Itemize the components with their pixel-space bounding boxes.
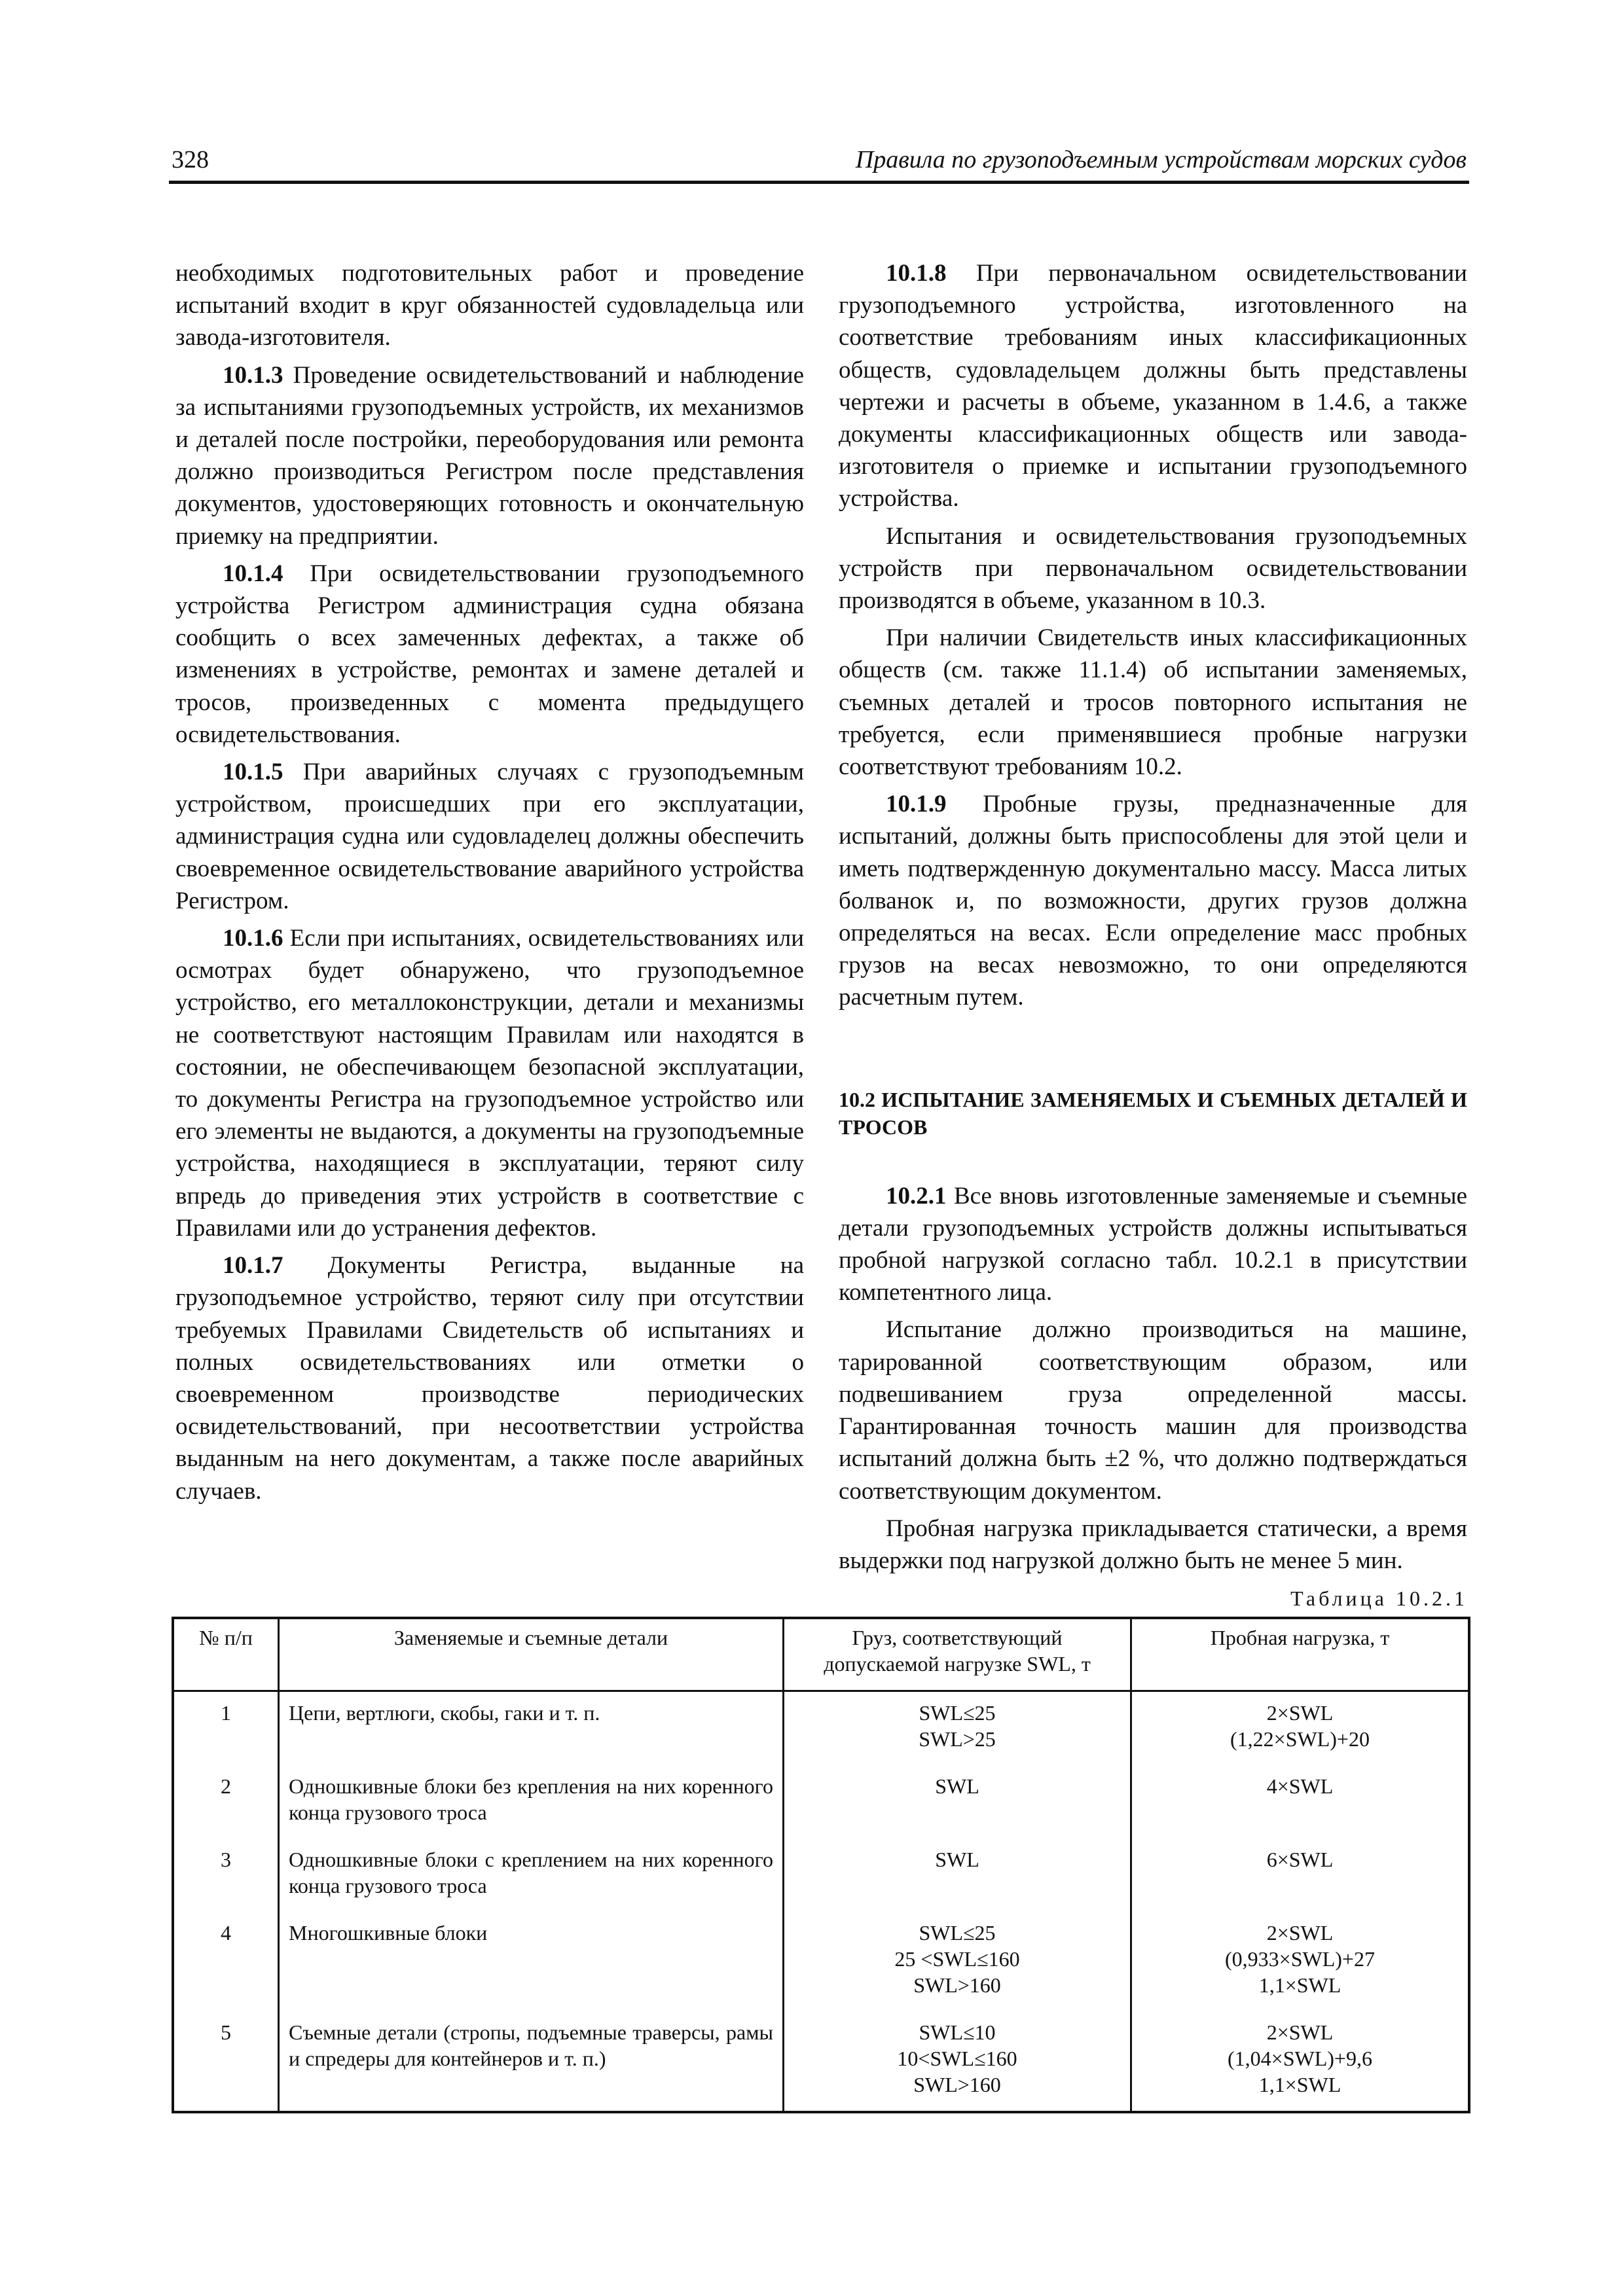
test-load-table [172, 1617, 1470, 2113]
table-row [173, 1765, 1469, 1839]
cell-load: SWL [784, 1839, 1131, 1912]
cell-no: 1 [173, 1691, 279, 1766]
paragraph-10-1-4: 10.1.4 При освидетельствовании грузоподъемного устройства Регистром администрация судна обязана сообщить о всех замеченных дефектах, а также об изменениях в устройстве, ремонтах и замене деталей и тросов, произведенных с момента предыдущего освидетельствования. [175, 560, 804, 748]
right-column [839, 257, 1467, 1577]
cell-detail: Многошкивные блоки [279, 1912, 784, 2011]
cell-detail: Цепи, вертлюги, скобы, гаки и т. п. [279, 1691, 784, 1766]
header-detail: Заменяемые и съемные детали [279, 1618, 784, 1691]
paragraph-10-1-6: 10.1.6 Если при испытаниях, освидетельствованиях или осмотрах будет обнаружено, что грузоподъемное устройство, его металлоконструкции, детали и механизмы не соответствуют настоящим Правилам или находятся в состоянии, не обеспечивающем безопасной эксплуатации, то документы Регистра на грузоподъемное устройство или его элементы не выдаются, а документы на грузоподъемные устройства, находящиеся в эксплуатации, теряют силу впредь до приведения этих устройств в соответствие с Правилами или до устранения дефектов. [175, 925, 804, 1242]
running-title: Правила по грузоподъемным устройствам морских судов [855, 146, 1467, 173]
paragraph: Пробная нагрузка прикладывается статически, а время выдержки под нагрузкой должно быть не менее 5 мин. [839, 1515, 1467, 1574]
paragraph-10-1-3: 10.1.3 Проведение освидетельствований и наблюдение за испытаниями грузоподъемных устройств, их механизмов и деталей после постройки, переоборудования или ремонта должно производиться Регистром после представления документов, удостоверяющих готовность и окончательную приемку на предприятии. [175, 361, 805, 550]
cell-detail: Одношкивные блоки с креплением на них коренного конца грузового троса [279, 1839, 784, 1912]
cell-test-load: 2×SWL (1,22×SWL)+20 [1131, 1691, 1470, 1766]
cell-detail: Одношкивные блоки без крепления на них коренного конца грузового троса [279, 1765, 784, 1839]
header-load: Груз, соответствующий допускаемой нагрузке SWL, т [784, 1618, 1131, 1691]
cell-test-load: 6×SWL [1131, 1839, 1470, 1912]
table-row [173, 1912, 1469, 2011]
table-row [173, 1839, 1469, 1912]
paragraph-10-1-8: 10.1.8 При первоначальном освидетельствовании грузоподъемного устройства, изготовленного на соответствие требованиям иных классификационных обществ, судовладельцем должны быть представлены чертежи и расчеты в объеме, указанном в 1.4.6, а также документы классификационных обществ или завода-изготовителя о приемке и испытании грузоподъемного устройства. [839, 260, 1467, 512]
cell-no: 4 [173, 1912, 279, 2011]
cell-test-load: 2×SWL (1,04×SWL)+9,6 1,1×SWL [1131, 2011, 1470, 2112]
cell-test-load: 2×SWL (0,933×SWL)+27 1,1×SWL [1131, 1912, 1470, 2011]
cell-load: SWL≤10 10<SWL≤160 SWL>160 [784, 2011, 1131, 2112]
header-test-load: Пробная нагрузка, т [1131, 1618, 1470, 1691]
cell-no: 3 [173, 1839, 279, 1912]
paragraph-10-2-1: 10.2.1 Все вновь изготовленные заменяемые и съемные детали грузоподъемных устройств должны испытываться пробной нагрузкой согласно табл. 10.2.1 в присутствии компетентного лица. [839, 1182, 1467, 1306]
paragraph-10-1-5: 10.1.5 При аварийных случаях с грузоподъемным устройством, происшедших при его эксплуатации, администрация судна или судовладелец должны обеспечить своевременное освидетельствование аварийного устройства Регистром. [175, 759, 804, 914]
table-caption: Таблица 10.2.1 [1290, 1587, 1468, 1610]
cell-load: SWL≤25 25 <SWL≤160 SWL>160 [784, 1912, 1131, 2011]
paragraph-10-1-7: 10.1.7 Документы Регистра, выданные на грузоподъемное устройство, теряют силу при отсутствии требуемых Правилами Свидетельств об испытаниях и полных освидетельствованиях или отметки о своевременном производстве периодических освидетельствований, при несоответствии устройства выданным на него документам, а также после аварийных случаев. [175, 1252, 804, 1505]
page-header [169, 145, 1469, 184]
page-number: 328 [172, 146, 209, 173]
cell-detail: Съемные детали (стропы, подъемные траверсы, рамы и спредеры для контейнеров и т. п.) [279, 2011, 784, 2112]
cell-no: 5 [173, 2011, 279, 2112]
header-no: № п/п [173, 1618, 279, 1691]
paragraph-10-1-9: 10.1.9 Пробные грузы, предназначенные для испытаний, должны быть приспособлены для этой цели и иметь подтвержденную документально массу. Масса литых болванок и, по возможности, других грузов должна определяться на весах. Если определение масс пробных грузов на весах невозможно, то они определяются расчетным путем. [839, 791, 1468, 1011]
cell-no: 2 [173, 1765, 279, 1839]
paragraph: При наличии Свидетельств иных классификационных обществ (см. также 11.1.4) об испытании заменяемых, съемных деталей и тросов повторного испытания не требуется, если применявшиеся пробные нагрузки соответствуют требованиям 10.2. [839, 624, 1467, 781]
cell-test-load: 4×SWL [1131, 1765, 1470, 1839]
table-row [173, 1691, 1469, 1766]
paragraph: Испытание должно производиться на машине, тарированной соответствующим образом, или подвешиванием груза определенной массы. Гарантированная точность машин для производства испытаний должна быть ±2 %, что должно подтверждаться соответствующим документом. [839, 1316, 1467, 1505]
table-header-row [173, 1618, 1469, 1691]
table-row [173, 2011, 1469, 2112]
paragraph: Испытания и освидетельствования грузоподъемных устройств при первоначальном освидетельствовании производятся в объеме, указанном в 10.3. [839, 522, 1467, 615]
paragraph: необходимых подготовительных работ и проведение испытаний входит в круг обязанностей судовладельца или завода-изготовителя. [175, 260, 804, 351]
cell-load: SWL≤25 SWL>25 [784, 1691, 1131, 1766]
section-heading: 10.2 ИСПЫТАНИЕ ЗАМЕНЯЕМЫХ И СЪЕМНЫХ ДЕТАЛЕЙ И ТРОСОВ [839, 1087, 1467, 1139]
left-column [175, 257, 804, 1507]
cell-load: SWL [784, 1765, 1131, 1839]
